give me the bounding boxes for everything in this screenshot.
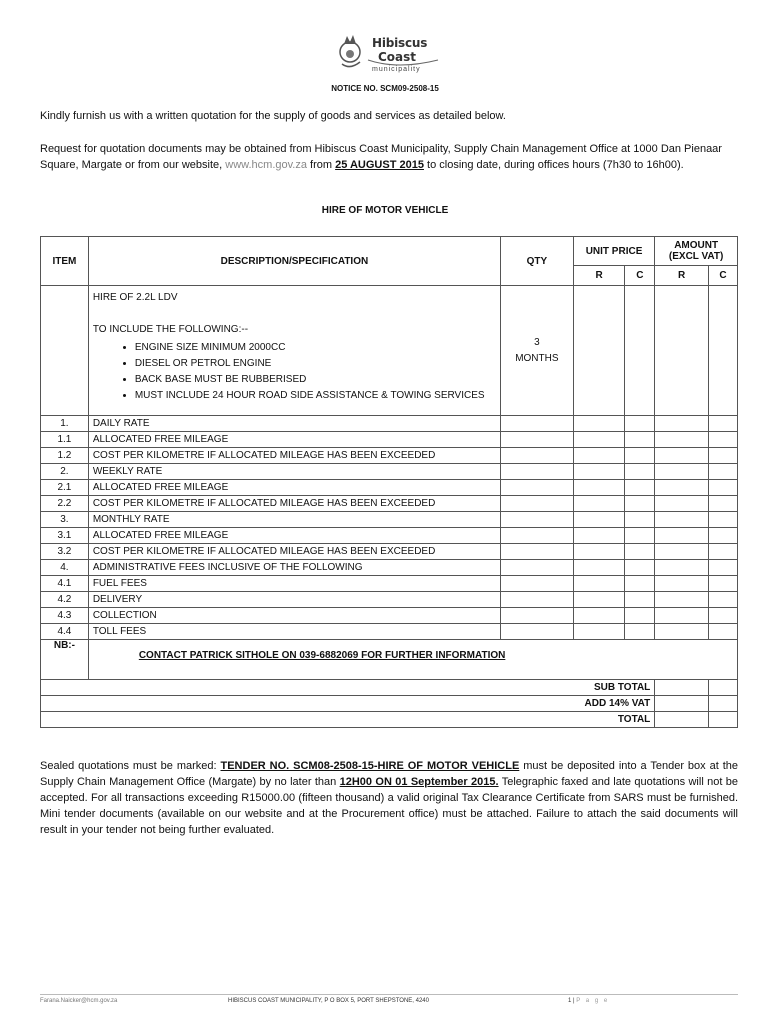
row-item: 1. [41, 416, 89, 432]
row-item: 2.2 [41, 496, 89, 512]
subtotal-row [41, 680, 738, 696]
spec-title: HIRE OF 2.2L LDV [92, 292, 178, 303]
row-item: 3. [41, 512, 89, 528]
closing-part2: must be deposited into a Tender box at the Supply Chain Management Office (Margate) by no later than [40, 760, 738, 788]
row-amount-r[interactable] [655, 464, 709, 480]
row-item: 4.1 [41, 576, 89, 592]
row-item: 4.2 [41, 592, 89, 608]
header-amount [655, 237, 738, 266]
row-unit-r[interactable] [573, 592, 625, 608]
tender-number: TENDER NO. SCM08-2508-15-HIRE OF MOTOR VEHICLE [220, 760, 520, 772]
row-description: FUEL FEES [88, 576, 500, 592]
header-qty: QTY [501, 237, 574, 286]
table-row [41, 528, 738, 544]
row-amount-c[interactable] [709, 576, 738, 592]
logo-emblem-icon [340, 35, 360, 67]
contact-cell [88, 640, 737, 680]
row-item: 4.3 [41, 608, 89, 624]
row-amount-r[interactable] [655, 576, 709, 592]
row-amount-c[interactable] [709, 560, 738, 576]
row-qty[interactable] [501, 528, 574, 544]
row-unit-r[interactable] [573, 528, 625, 544]
row-amount-r[interactable] [655, 608, 709, 624]
row-unit-c[interactable] [625, 528, 655, 544]
table-row [41, 608, 738, 624]
table-row [41, 464, 738, 480]
request-from: from [310, 159, 333, 171]
spec-row [41, 286, 738, 416]
vat-row [41, 696, 738, 712]
nb-label: NB:- [41, 640, 89, 680]
row-unit-c[interactable] [625, 480, 655, 496]
row-amount-c[interactable] [709, 512, 738, 528]
row-unit-c[interactable] [625, 576, 655, 592]
subtotal-r[interactable] [655, 680, 709, 696]
qty-unit: MONTHS [515, 352, 559, 364]
row-unit-r[interactable] [573, 624, 625, 640]
closing-part3: Telegraphic faxed and late quotations will not be accepted. For all transactions exceeding R15000.00 (fifteen thousand) a valid original Tax Clearance Certificate from SARS must be furnished. Mini tender documents (available on our website and at the Procurement office) must be attached. Failure to attach the said documents will result in your tender not being further evaluated. [40, 776, 738, 836]
row-item: 4.4 [41, 624, 89, 640]
closing-part1: Sealed quotations must be marked: [40, 760, 217, 772]
subtotal-label: SUB TOTAL [41, 680, 655, 696]
row-amount-r[interactable] [655, 560, 709, 576]
footer-email[interactable]: Farana.Naicker@hcm.gov.za [40, 998, 118, 1004]
page-title: HIRE OF MOTOR VEHICLE [321, 205, 449, 216]
row-unit-c[interactable] [625, 496, 655, 512]
spec-list [93, 340, 496, 404]
row-unit-c[interactable] [625, 512, 655, 528]
logo-name-line2: Coast [378, 50, 417, 64]
qty-cell [501, 286, 574, 416]
row-amount-c[interactable] [709, 480, 738, 496]
row-unit-r[interactable] [573, 544, 625, 560]
subtotal-c[interactable] [709, 680, 738, 696]
row-qty[interactable] [501, 464, 574, 480]
request-text: Request for quotation documents may be obtained from Hibiscus Coast Municipality, Supply Chain Management Office at 1000 Dan Pienaar Square, Margate or from our website, [40, 143, 722, 171]
header-unit-price: UNIT PRICE [573, 237, 655, 266]
row-unit-r[interactable] [573, 480, 625, 496]
row-amount-c[interactable] [709, 624, 738, 640]
row-unit-c[interactable] [625, 592, 655, 608]
row-qty[interactable] [501, 512, 574, 528]
row-unit-r[interactable] [573, 464, 625, 480]
row-qty[interactable] [501, 496, 574, 512]
row-amount-r[interactable] [655, 496, 709, 512]
row-amount-r[interactable] [655, 544, 709, 560]
qty-value: 3 [534, 336, 540, 348]
row-unit-c[interactable] [625, 464, 655, 480]
table-row [41, 544, 738, 560]
line-items [41, 416, 738, 640]
row-unit-r[interactable] [573, 576, 625, 592]
footer-page: 1 | P a g e [568, 998, 610, 1004]
row-qty[interactable] [501, 480, 574, 496]
table-row [41, 496, 738, 512]
header-amount-line1: AMOUNT [674, 240, 719, 251]
nb-row [41, 640, 738, 680]
request-date: 25 AUGUST 2015 [335, 159, 424, 171]
row-description: ALLOCATED FREE MILEAGE [88, 528, 500, 544]
row-description: WEEKLY RATE [88, 464, 500, 480]
row-item: 2.1 [41, 480, 89, 496]
header-unit-r: R [573, 266, 625, 286]
row-description: MONTHLY RATE [88, 512, 500, 528]
row-description: ADMINISTRATIVE FEES INCLUSIVE OF THE FOLLOWING [88, 560, 500, 576]
spec-bullet: • MUST INCLUDE 24 HOUR ROAD SIDE ASSISTANCE & TOWING SERVICES [135, 388, 496, 404]
website-link[interactable]: www.hcm.gov.za [225, 159, 307, 171]
logo-name-line3: municipality [372, 66, 421, 73]
row-amount-r[interactable] [655, 528, 709, 544]
row-unit-c[interactable] [625, 432, 655, 448]
total-c[interactable] [709, 712, 738, 728]
row-description: DELIVERY [88, 592, 500, 608]
header-amount-line2: (EXCL VAT) [668, 251, 724, 262]
row-amount-r[interactable] [655, 624, 709, 640]
row-qty[interactable] [501, 560, 574, 576]
table-row [41, 416, 738, 432]
notice-number: NOTICE NO. SCM09-2508-15 [331, 84, 439, 93]
row-qty[interactable] [501, 544, 574, 560]
header-unit-c: C [625, 266, 655, 286]
row-unit-r[interactable] [573, 512, 625, 528]
row-item: 1.1 [41, 432, 89, 448]
row-qty[interactable] [501, 416, 574, 432]
row-qty[interactable] [501, 448, 574, 464]
row-unit-c[interactable] [625, 448, 655, 464]
row-amount-c[interactable] [709, 608, 738, 624]
row-unit-c[interactable] [625, 560, 655, 576]
row-qty[interactable] [501, 592, 574, 608]
table-row [41, 560, 738, 576]
row-unit-c[interactable] [625, 416, 655, 432]
row-description: ALLOCATED FREE MILEAGE [88, 480, 500, 496]
deadline: 12H00 ON 01 September 2015. [339, 776, 499, 788]
spec-bullet: • BACK BASE MUST BE RUBBERISED [135, 372, 496, 388]
table-row [41, 480, 738, 496]
row-unit-r[interactable] [573, 608, 625, 624]
quotation-table [40, 236, 738, 728]
row-amount-c[interactable] [709, 592, 738, 608]
row-amount-c[interactable] [709, 496, 738, 512]
total-label: TOTAL [41, 712, 655, 728]
row-amount-r[interactable] [655, 448, 709, 464]
row-amount-c[interactable] [709, 544, 738, 560]
row-description: ALLOCATED FREE MILEAGE [88, 432, 500, 448]
row-amount-c[interactable] [709, 416, 738, 432]
request-hours: to closing date, during offices hours (7h30 to 16h00). [427, 159, 684, 171]
row-unit-r[interactable] [573, 448, 625, 464]
row-qty[interactable] [501, 608, 574, 624]
total-row [41, 712, 738, 728]
row-amount-c[interactable] [709, 464, 738, 480]
vat-c[interactable] [709, 696, 738, 712]
header-amount-c: C [709, 266, 738, 286]
header-amount-r: R [655, 266, 709, 286]
logo-name-line1: Hibiscus [372, 36, 428, 50]
spec-intro: TO INCLUDE THE FOLLOWING:-- [92, 324, 249, 335]
row-unit-r[interactable] [573, 496, 625, 512]
header-description: DESCRIPTION/SPECIFICATION [88, 237, 500, 286]
row-description: TOLL FEES [88, 624, 500, 640]
request-paragraph [40, 141, 738, 173]
total-r[interactable] [655, 712, 709, 728]
intro-paragraph: Kindly furnish us with a written quotation for the supply of goods and services as detailed below. [40, 110, 506, 122]
vat-r[interactable] [655, 696, 709, 712]
table-row [41, 512, 738, 528]
header-item: ITEM [41, 237, 89, 286]
table-row [41, 448, 738, 464]
row-amount-r[interactable] [655, 512, 709, 528]
row-unit-c[interactable] [625, 624, 655, 640]
row-description: COST PER KILOMETRE IF ALLOCATED MILEAGE HAS BEEN EXCEEDED [88, 544, 500, 560]
row-description: COLLECTION [88, 608, 500, 624]
spec-bullet: • DIESEL OR PETROL ENGINE [135, 356, 496, 372]
page-word: P a g e [576, 998, 610, 1004]
row-qty[interactable] [501, 432, 574, 448]
spec-cell [88, 286, 500, 416]
row-item: 3.2 [41, 544, 89, 560]
row-description: COST PER KILOMETRE IF ALLOCATED MILEAGE HAS BEEN EXCEEDED [88, 496, 500, 512]
row-unit-c[interactable] [625, 544, 655, 560]
page-number: 1 [568, 998, 572, 1004]
footer-address: HIBISCUS COAST MUNICIPALITY, P O BOX 5, PORT SHEPSTONE, 4240 [228, 998, 429, 1004]
row-unit-r[interactable] [573, 416, 625, 432]
row-amount-r[interactable] [655, 592, 709, 608]
contact-info: CONTACT PATRICK SITHOLE ON 039-6882069 FOR FURTHER INFORMATION [138, 650, 506, 661]
row-amount-c[interactable] [709, 448, 738, 464]
vat-label: ADD 14% VAT [41, 696, 655, 712]
table-row [41, 592, 738, 608]
footer-divider [40, 994, 738, 995]
row-qty[interactable] [501, 624, 574, 640]
row-unit-c[interactable] [625, 608, 655, 624]
table-header-row [41, 237, 738, 266]
row-amount-c[interactable] [709, 432, 738, 448]
row-item: 2. [41, 464, 89, 480]
row-unit-r[interactable] [573, 432, 625, 448]
table-row [41, 576, 738, 592]
spec-bullet: • ENGINE SIZE MINIMUM 2000CC [135, 340, 496, 356]
row-amount-r[interactable] [655, 432, 709, 448]
row-amount-r[interactable] [655, 480, 709, 496]
row-qty[interactable] [501, 576, 574, 592]
row-item: 4. [41, 560, 89, 576]
row-amount-c[interactable] [709, 528, 738, 544]
row-item: 3.1 [41, 528, 89, 544]
table-row [41, 624, 738, 640]
closing-paragraph [40, 758, 738, 838]
row-description: COST PER KILOMETRE IF ALLOCATED MILEAGE HAS BEEN EXCEEDED [88, 448, 500, 464]
row-description: DAILY RATE [88, 416, 500, 432]
row-unit-r[interactable] [573, 560, 625, 576]
row-item: 1.2 [41, 448, 89, 464]
table-row [41, 432, 738, 448]
row-amount-r[interactable] [655, 416, 709, 432]
